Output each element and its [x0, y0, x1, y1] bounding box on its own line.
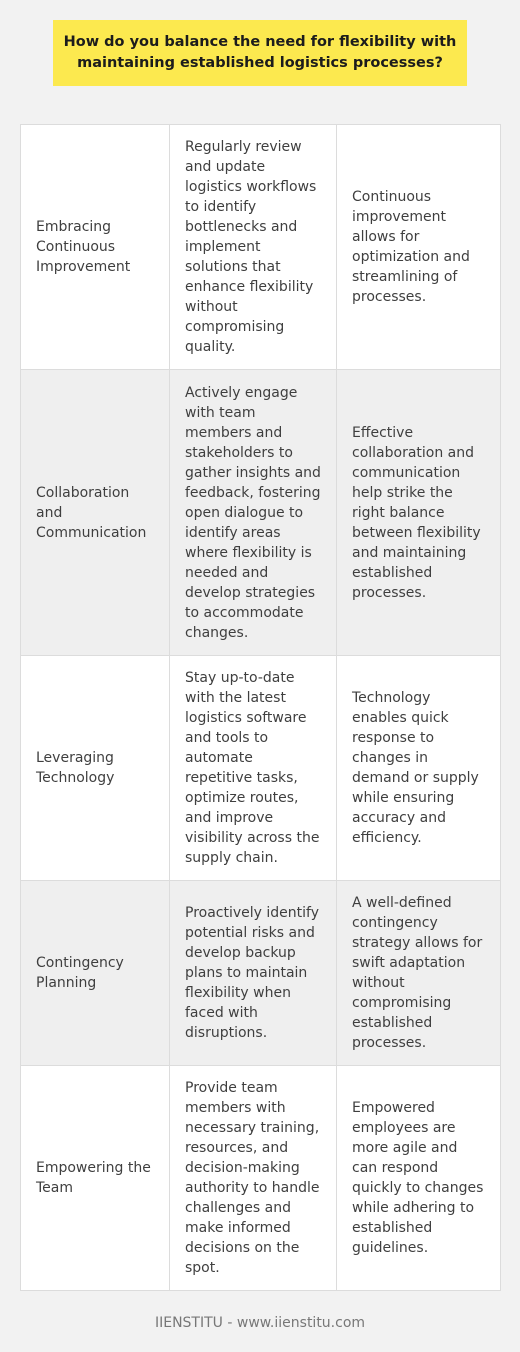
footer-credit: IIENSTITU - www.iienstitu.com [154, 1315, 366, 1331]
row-action: Proactively identify potential risks and develop backup plans to maintain flexibility when faced with disruptions. [170, 881, 337, 1066]
row-action: Stay up-to-date with the latest logistics software and tools to automate repetitive tasks, optimize routes, and improve visibility across the supply chain. [170, 656, 337, 881]
row-action: Regularly review and update logistics workflows to identify bottlenecks and implement solutions that enhance flexibility without compromising quality. [170, 125, 337, 370]
row-benefit: Effective collaboration and communication help strike the right balance between flexibility and maintaining established processes. [337, 370, 501, 656]
row-topic: Empowering the Team [21, 1066, 170, 1291]
strategy-table [20, 124, 501, 1291]
row-topic: Leveraging Technology [21, 656, 170, 881]
row-benefit: A well-defined contingency strategy allows for swift adaptation without compromising established processes. [337, 881, 501, 1066]
title-banner [53, 20, 467, 86]
table-row [21, 370, 501, 656]
row-topic: Collaboration and Communication [21, 370, 170, 656]
row-action: Actively engage with team members and stakeholders to gather insights and feedback, fostering open dialogue to identify areas where flexibility is needed and develop strategies to accommodate changes. [170, 370, 337, 656]
table-row [21, 1066, 501, 1291]
page-title: How do you balance the need for flexibility with maintaining established logistics processes? [63, 34, 457, 71]
row-benefit: Empowered employees are more agile and can respond quickly to changes while adhering to established guidelines. [337, 1066, 501, 1291]
table-row [21, 881, 501, 1066]
row-topic: Embracing Continuous Improvement [21, 125, 170, 370]
row-benefit: Technology enables quick response to changes in demand or supply while ensuring accuracy and efficiency. [337, 656, 501, 881]
row-topic: Contingency Planning [21, 881, 170, 1066]
row-action: Provide team members with necessary training, resources, and decision-making authority to handle challenges and make informed decisions on the spot. [170, 1066, 337, 1291]
row-benefit: Continuous improvement allows for optimization and streamlining of processes. [337, 125, 501, 370]
table-row [21, 125, 501, 370]
table-row [21, 656, 501, 881]
